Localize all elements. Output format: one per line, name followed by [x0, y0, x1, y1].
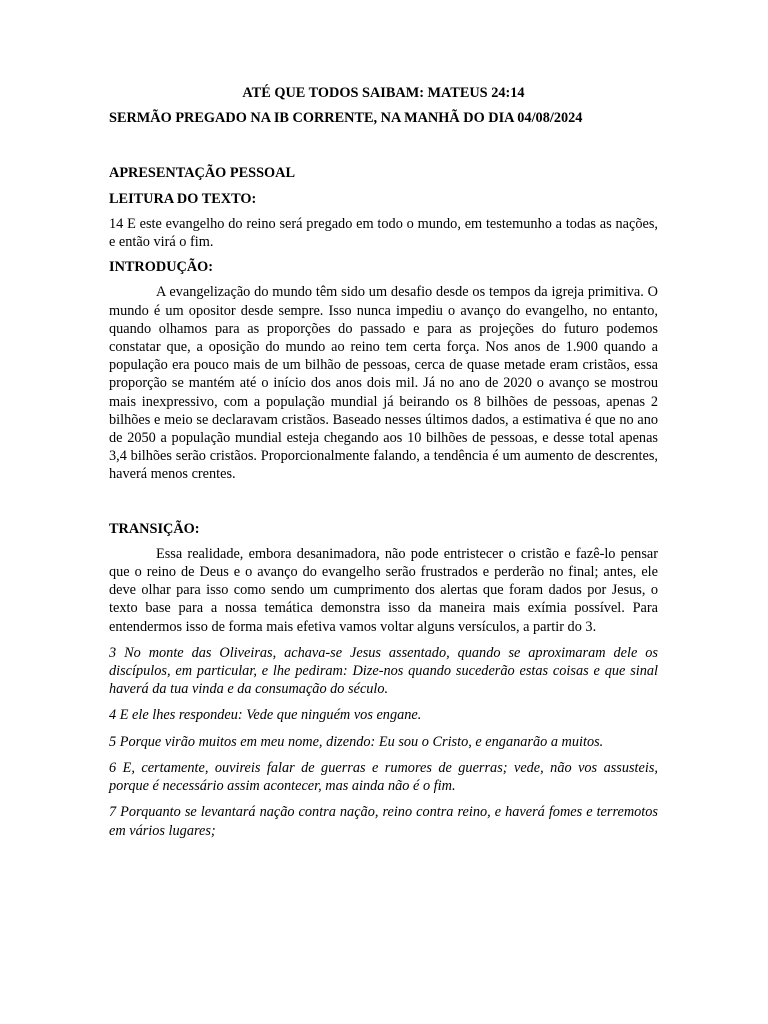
- verse-3: 3 No monte das Oliveiras, achava-se Jesus assentado, quando se aproximaram dele os discípulos, em particular, e lhe pediram: Dize-nos quando sucederão estas coisas e que sinal haverá da tua vinda e da consumação do século.: [109, 644, 658, 698]
- leitura-text: 14 E este evangelho do reino será pregado em todo o mundo, em testemunho a todas as nações, e então virá o fim.: [109, 215, 658, 251]
- document-subtitle: SERMÃO PREGADO NA IB CORRENTE, NA MANHÃ DO DIA 04/08/2024: [109, 110, 583, 127]
- heading-transicao: TRANSIÇÃO:: [109, 520, 200, 537]
- document-page: [109, 84, 658, 840]
- verse-6: 6 E, certamente, ouvireis falar de guerras e rumores de guerras; vede, não vos assusteis, porque é necessário assim acontecer, mas ainda não é o fim.: [109, 759, 658, 795]
- verse-4: 4 E ele lhes respondeu: Vede que ninguém vos engane.: [109, 707, 422, 724]
- heading-leitura: LEITURA DO TEXTO:: [109, 190, 257, 207]
- document-title: ATÉ QUE TODOS SAIBAM: MATEUS 24:14: [242, 85, 525, 101]
- verse-7: 7 Porquanto se levantará nação contra nação, reino contra reino, e haverá fomes e terremotos em vários lugares;: [109, 804, 658, 839]
- heading-apresentacao: APRESENTAÇÃO PESSOAL: [109, 165, 296, 182]
- heading-introducao: INTRODUÇÃO:: [109, 259, 214, 276]
- introducao-text: A evangelização do mundo têm sido um desafio desde os tempos da igreja primitiva. O mundo é um opositor desde sempre. Isso nunca impediu o avanço do evangelho, no entanto, quando olhamos para as proporções do passado e para as projeções do futuro podemos constatar que, a oposição do mundo ao reino tem certa força. Nos anos de 1.900 quando a população era pouco mais de um bilhão de pessoas, cerca de quase metade eram cristãos, essa proporção se mantém até o início dos anos dois mil. Já no ano de 2020 o avanço se mostrou mais inexpressivo, com a população mundial já beirando os 8 bilhões de pessoas, apenas 2 bilhões e meio se declaravam cristãos. Baseado nesses últimos dados, a estimativa é que no ano de 2050 a população mundial esteja chegando aos 10 bilhões de pessoas, e desse total apenas 3,4 bilhões serão cristãos. Proporcionalmente falando, a tendência é um aumento de descrentes, haverá menos crentes.: [109, 284, 658, 483]
- verse-5: 5 Porque virão muitos em meu nome, dizendo: Eu sou o Cristo, e enganarão a muitos.: [109, 733, 604, 750]
- transicao-text: Essa realidade, embora desanimadora, não pode entristecer o cristão e fazê-lo pensar que o reino de Deus e o avanço do evangelho serão frustrados e perderão no final; antes, ele deve olhar para isso como sendo um cumprimento dos alertas que foram dados por Jesus, o texto base para a nossa temática demonstra isso da maneira mais exímia possível. Para entendermos isso de forma mais efetiva vamos voltar alguns versículos, a partir do 3.: [109, 545, 658, 635]
